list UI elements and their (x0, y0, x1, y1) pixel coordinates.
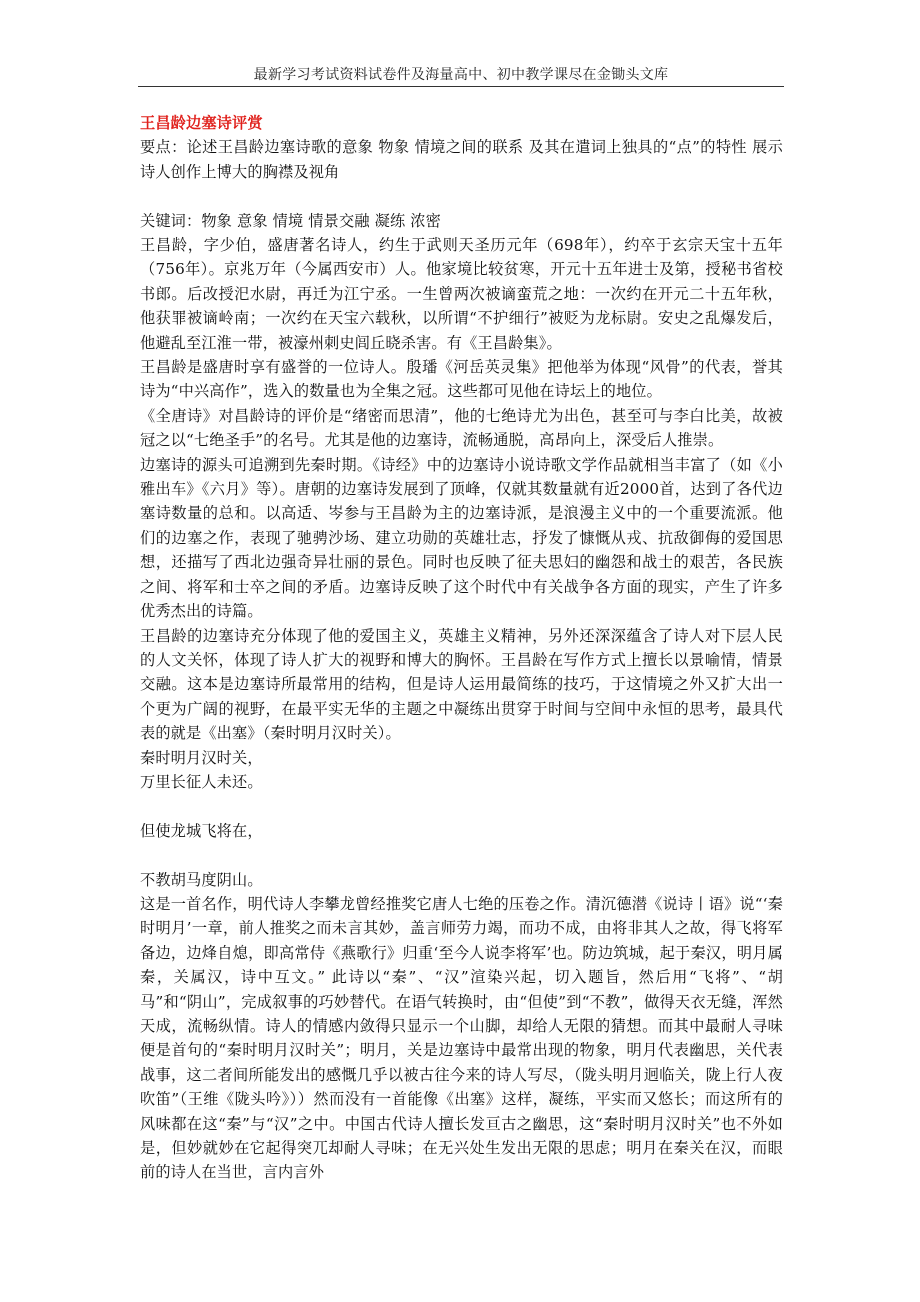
blank-line (140, 184, 783, 208)
article-body (140, 111, 783, 1185)
style-paragraph: 王昌龄的边塞诗充分体现了他的爱国主义，英雄主义精神，另外还深深蕴含了诗人对下层人民的人文关怀，体现了诗人扩大的视野和博大的胸怀。王昌龄在写作方式上擅长以景喻情，情景交融。这本是边塞诗所最常用的结构，但是诗人运用最简练的技巧，于这情境之外又扩大出一个更为广阔的视野，在最平实无华的主题之中凝练出贯穿于时间与空间中永恒的思考，最具代表的就是《出塞》（秦时明月汉时关）。 (140, 626, 783, 743)
keywords-line: 关键词：物象 意象 情境 情景交融 凝练 浓密 (140, 211, 441, 230)
poem-line: 不教胡马度阴山。 (140, 870, 263, 889)
reputation-paragraph: 王昌龄是盛唐时享有盛誉的一位诗人。殷璠《河岳英灵集》把他举为体现“风骨”的代表，誉其诗为“中兴高作”，选入的数量也为全集之冠。这些都可见他在诗坛上的地位。 (140, 358, 783, 401)
bio-paragraph: 王昌龄，字少伯，盛唐著名诗人，约生于武则天圣历元年（698年），约卒于玄宗天宝十五年（756年）。京兆万年（今属西安市）人。他家境比较贫寒，开元十五年进士及第，授秘书省校书郎。后改授汜水尉，再迁为江宁丞。一生曾两次被谪蛮荒之地：一次约在开元二十五年秋，他获罪被谪岭南；一次约在天宝六载秋，以所谓“不护细行”被贬为龙标尉。安史之乱爆发后，他避乱至江淮一带，被濠州刺史闾丘晓杀害。有《王昌龄集》。 (140, 236, 783, 352)
poem-line: 秦时明月汉时关， (140, 748, 263, 767)
poem-line: 但使龙城飞将在， (140, 821, 263, 840)
blank-line (140, 794, 783, 818)
analysis-paragraph: 这是一首名作，明代诗人李攀龙曾经推奖它唐人七绝的压卷之作。清沉德潜《说诗丨语》说“‘秦时明月’一章，前人推奖之而未言其妙，盖言师劳力竭，而功不成，由将非其人之故，得飞将军备边，边烽自熄，即高常侍《燕歌行》归重‘至今人说李将军’也。防边筑城，起于秦汉，明月属秦，关属汉，诗中互文。” 此诗以“秦”、“汉”渲染兴起，切入题旨，然后用“飞将”、“胡马”和“阴山”，完成叙事的巧妙替代。在语气转换时，由“但使”到“不教”，做得天衣无缝，浑然天成，流畅纵情。诗人的情感内敛得只显示一个山脚，却给人无限的猜想。而其中最耐人寻味便是首句的“秦时明月汉时关”；明月，关是边塞诗中最常出现的物象，明月代表幽思，关代表战事，这二者间所能发出的感慨几乎以被古往今来的诗人写尽，（陇头明月迥临关，陇上行人夜吹笛”（王维《陇头吟》））然而没有一首能像《出塞》这样，凝练，平实而又悠长；而这所有的风味都在这“秦”与“汉”之中。中国古代诗人擅长发亘古之幽思，这“秦时明月汉时关”也不外如是，但妙就妙在它起得突兀却耐人寻味；在无兴处生发出无限的思虑；明月在秦关在汉，而眼前的诗人在当世，言内言外 (140, 894, 783, 1182)
summary-paragraph: 要点：论述王昌龄边塞诗歌的意象 物象 情境之间的联系 及其在遣词上独具的“点”的特性 展示诗人创作上博大的胸襟及视角 (140, 138, 783, 181)
blank-line (140, 843, 783, 867)
history-paragraph: 边塞诗的源头可追溯到先秦时期。《诗经》中的边塞诗小说诗歌文学作品就相当丰富了（如《小雅出车》《六月》等）。唐朝的边塞诗发展到了顶峰，仅就其数量就有近2000首，达到了各代边塞诗数量的总和。以高适、岑参与王昌龄为主的边塞诗派，是浪漫主义中的一个重要流派。他们的边塞之作，表现了驰骋沙场、建立功勋的英雄壮志，抒发了慷慨从戎、抗敌御侮的爱国思想，还描写了西北边强奇异壮丽的景色。同时也反映了征夫思妇的幽怨和战士的艰苦，各民族之间、将军和士卒之间的矛盾。边塞诗反映了这个时代中有关战争各方面的现实，产生了许多优秀杰出的诗篇。 (140, 455, 783, 621)
poem-line: 万里长征人未还。 (140, 772, 263, 791)
page-header: 最新学习考试资料试卷件及海量高中、初中教学课尽在金锄头文库 (253, 67, 669, 83)
article-title: 王昌龄边塞诗评赏 (140, 114, 263, 132)
evaluation-paragraph: 《全唐诗》对昌龄诗的评价是“绪密而思清”，他的七绝诗尤为出色，甚至可与李白比美，故被冠之以“七绝圣手”的名号。尤其是他的边塞诗，流畅通脱，高昂向上，深受后人推崇。 (140, 406, 783, 450)
header-divider (138, 86, 784, 87)
